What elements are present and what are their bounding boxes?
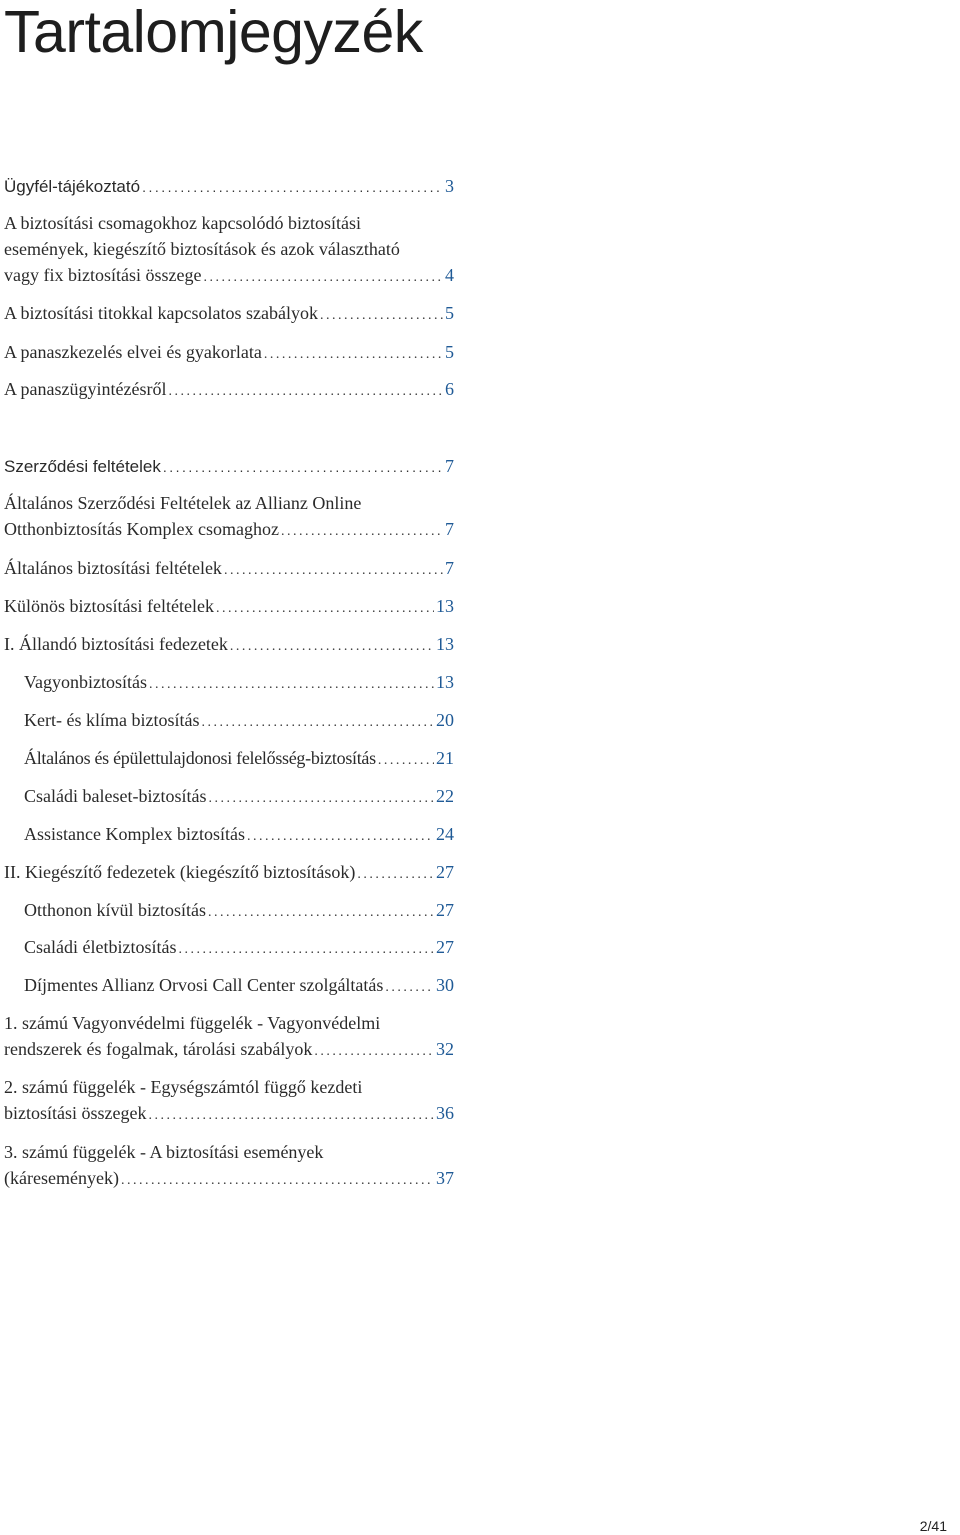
toc-entry-label: Otthonbiztosítás Komplex csomaghoz (4, 519, 279, 539)
leader-dots (149, 672, 434, 698)
toc-entry-panaszkezeles[interactable] (4, 339, 454, 368)
toc-entry-biztositasi-titok[interactable] (4, 300, 454, 329)
leader-dots (264, 342, 443, 368)
toc-page-number[interactable]: 27 (436, 900, 454, 920)
toc-entry-label: Díjmentes Allianz Orvosi Call Center szolgáltatás (24, 975, 384, 995)
toc-entry-kulonos-biztositasi[interactable] (4, 593, 454, 622)
toc-page-number[interactable]: 13 (436, 634, 454, 654)
toc-page-number[interactable]: 30 (436, 975, 454, 995)
toc-entry-szerzodesi-feltetelek[interactable] (4, 453, 454, 480)
toc-entry-otthonon-kivul[interactable] (24, 897, 454, 926)
leader-dots (201, 710, 434, 736)
toc-entry-orvosi-call-center[interactable] (24, 972, 454, 1001)
toc-entry-label: Kert- és klíma biztosítás (24, 710, 200, 730)
leader-dots (121, 1168, 434, 1194)
leader-dots (178, 937, 434, 963)
toc-entry-line: 2. számú függelék - Egységszámtól függő kezdeti (4, 1077, 363, 1097)
toc-page-number[interactable]: 13 (436, 596, 454, 616)
toc-entry-vagyonbiztositas[interactable] (24, 669, 454, 698)
leader-dots (320, 303, 443, 329)
toc-page-number[interactable]: 20 (436, 710, 454, 730)
leader-dots (148, 1103, 434, 1129)
toc-page-number[interactable]: 6 (445, 379, 454, 399)
toc-entry-kiegeszito-fedezetek[interactable] (4, 859, 454, 888)
toc-entry-label: Családi baleset-biztosítás (24, 786, 207, 806)
toc-page-number[interactable]: 7 (445, 558, 454, 578)
toc-entry-label: II. Kiegészítő fedezetek (kiegészítő biztosítások) (4, 862, 356, 882)
toc-page-number[interactable]: 36 (436, 1103, 454, 1123)
toc-page-number[interactable]: 5 (445, 303, 454, 323)
toc-entry-altalanos-szerzodesi[interactable] (4, 490, 454, 545)
leader-dots (208, 786, 434, 812)
toc-entry-line: 1. számú Vagyonvédelmi függelék - Vagyonvédelmi (4, 1013, 381, 1033)
toc-page-number[interactable]: 7 (445, 519, 454, 539)
toc-entry-label: (káresemények) (4, 1168, 119, 1188)
toc-entry-label: Assistance Komplex biztosítás (24, 824, 245, 844)
toc-page-number[interactable]: 27 (436, 937, 454, 957)
toc-page-number[interactable]: 37 (436, 1168, 454, 1188)
toc-page-number[interactable]: 22 (436, 786, 454, 806)
toc-entry-label: A panaszkezelés elvei és gyakorlata (4, 342, 262, 362)
toc-entry-label: Általános biztosítási feltételek (4, 558, 222, 578)
leader-dots (314, 1039, 434, 1065)
toc-entry-allando-fedezetek[interactable] (4, 631, 454, 660)
leader-dots (247, 824, 434, 850)
toc-entry-panaszugyintezes[interactable] (4, 376, 454, 405)
toc-entry-label: vagy fix biztosítási összege (4, 265, 202, 285)
leader-dots (203, 265, 443, 291)
page-indicator: 2/41 (919, 1518, 947, 1534)
toc-entry-label: Különös biztosítási feltételek (4, 596, 214, 616)
toc-entry-line: Általános Szerződési Feltételek az Allianz Online (4, 493, 362, 513)
toc-entry-assistance[interactable] (24, 821, 454, 850)
toc-entry-line: események, kiegészítő biztosítások és azok választható (4, 239, 400, 259)
toc-entry-label: Családi életbiztosítás (24, 937, 177, 957)
toc-entry-label: Ügyfél-tájékoztató (4, 177, 141, 196)
toc-entry-label: Otthonon kívül biztosítás (24, 900, 206, 920)
leader-dots (168, 379, 443, 405)
toc-entry-felelosseg[interactable] (24, 745, 454, 774)
toc-entry-baleset[interactable] (24, 783, 454, 812)
toc-page-number[interactable]: 13 (436, 672, 454, 692)
toc-page-number[interactable]: 21 (436, 748, 454, 768)
toc-entry-label: Vagyonbiztosítás (24, 672, 147, 692)
toc-page-number[interactable]: 5 (445, 342, 454, 362)
page-title: Tartalomjegyzék (4, 0, 423, 65)
toc-entry-biztositasi-csomagok[interactable] (4, 210, 454, 291)
leader-dots (281, 519, 443, 545)
toc-entry-label: biztosítási összegek (4, 1103, 147, 1123)
toc-entry-label: A biztosítási titokkal kapcsolatos szabályok (4, 303, 318, 323)
leader-dots (216, 596, 434, 622)
toc-entry-fuggelek-2[interactable] (4, 1074, 454, 1129)
leader-dots (208, 900, 434, 926)
toc-page-number[interactable]: 7 (445, 456, 454, 476)
toc-entry-line: A biztosítási csomagokhoz kapcsolódó biztosítási (4, 213, 361, 233)
toc-entry-kert-klima[interactable] (24, 707, 454, 736)
toc-page-number[interactable]: 4 (445, 265, 454, 285)
leader-dots (224, 558, 443, 584)
leader-dots (385, 975, 434, 1001)
leader-dots (378, 748, 434, 774)
toc-page-number[interactable]: 27 (436, 862, 454, 882)
toc-entry-fuggelek-3[interactable] (4, 1139, 454, 1194)
toc-page-number[interactable]: 3 (445, 176, 454, 196)
toc-entry-fuggelek-1[interactable] (4, 1010, 454, 1065)
toc-entry-label: A panaszügyintézésről (4, 379, 167, 399)
toc-entry-altalanos-biztositasi[interactable] (4, 555, 454, 584)
toc-page-number[interactable]: 24 (436, 824, 454, 844)
toc-entry-ugyfel-tajekoztato[interactable] (4, 173, 454, 200)
toc-entry-label: rendszerek és fogalmak, tárolási szabályok (4, 1039, 313, 1059)
toc-page-number[interactable]: 32 (436, 1039, 454, 1059)
leader-dots (163, 454, 443, 480)
leader-dots (357, 862, 434, 888)
toc-entry-eletbiztositas[interactable] (24, 934, 454, 963)
toc-entry-label: I. Állandó biztosítási fedezetek (4, 634, 228, 654)
toc-entry-line: 3. számú függelék - A biztosítási események (4, 1142, 324, 1162)
leader-dots (230, 634, 434, 660)
toc-entry-label: Általános és épülettulajdonosi felelősség-biztosítás (24, 748, 376, 768)
leader-dots (142, 174, 443, 200)
toc-entry-label: Szerződési feltételek (4, 457, 161, 476)
